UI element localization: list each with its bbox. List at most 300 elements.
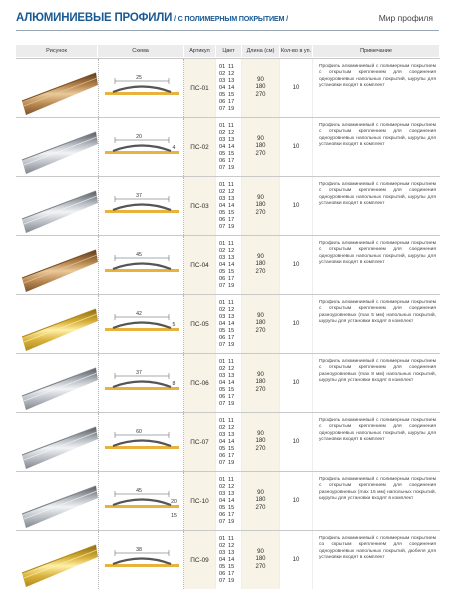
color-code-line [219, 373, 241, 380]
color-cell [216, 354, 242, 412]
color-code: 13 [228, 195, 235, 202]
profile-photo-image [16, 118, 98, 176]
color-code: 12 [228, 365, 235, 372]
profile-strip [22, 368, 98, 410]
color-code-line [219, 536, 241, 543]
article-cell: ПС-04 [184, 236, 216, 294]
length-value: 90 [257, 371, 264, 378]
profile-section [113, 323, 171, 329]
color-code-line [219, 505, 241, 512]
color-code: 05 [219, 91, 226, 98]
table-row [16, 530, 440, 589]
table-row [16, 176, 440, 235]
color-code: 07 [219, 105, 226, 112]
profiles-table [16, 45, 440, 589]
color-code-line [219, 224, 241, 231]
color-code: 15 [228, 150, 235, 157]
profile-scheme [98, 295, 184, 353]
color-code: 19 [228, 518, 235, 525]
col-qty: Кол-во в уп. [280, 45, 313, 57]
color-code: 12 [228, 424, 235, 431]
color-code-line [219, 380, 241, 387]
note-cell: Профиль алюминиевый с полимерным покрытием с открытым креплением для соединения одноуровневых напольных покрытий, шурупы для установки входят в комплект [319, 64, 436, 89]
color-code: 01 [219, 299, 226, 306]
qty-cell: 10 [280, 177, 313, 235]
floor-strip [105, 151, 179, 154]
profile-photo [16, 177, 98, 235]
col-picture: Рисунок [16, 45, 98, 57]
color-code: 17 [228, 98, 235, 105]
article-cell: ПС-05 [184, 295, 216, 353]
color-code: 05 [219, 209, 226, 216]
profile-scheme [98, 236, 184, 294]
color-code-line [219, 564, 241, 571]
length-cell [242, 236, 280, 294]
color-code-line [219, 196, 241, 203]
length-cell [242, 59, 280, 117]
length-value: 90 [257, 312, 264, 319]
color-code-line [219, 203, 241, 210]
color-code-line [219, 262, 241, 269]
article-cell: ПС-03 [184, 177, 216, 235]
profile-strip [22, 427, 98, 469]
color-code: 05 [219, 327, 226, 334]
length-cell [242, 354, 280, 412]
color-code-line [219, 571, 241, 578]
qty-cell: 10 [280, 295, 313, 353]
dimension-label: 4 [172, 145, 176, 151]
scheme-drawing [99, 295, 185, 354]
color-code: 14 [228, 320, 235, 327]
profile-section [113, 382, 171, 388]
color-code: 17 [228, 275, 235, 282]
color-code-line [219, 137, 241, 144]
length-value: 180 [255, 556, 266, 563]
color-code-line [219, 477, 241, 484]
profile-photo [16, 236, 98, 294]
color-code: 02 [219, 542, 226, 549]
color-code: 01 [219, 63, 226, 70]
dimension-label: 8 [172, 381, 176, 387]
profile-photo-image [16, 354, 98, 412]
qty-cell: 10 [280, 236, 313, 294]
color-code-line [219, 439, 241, 446]
page-header [16, 12, 439, 32]
dimension-label: 20 [136, 134, 142, 140]
color-code-line [219, 210, 241, 217]
scheme-drawing [99, 59, 185, 118]
profile-scheme [98, 177, 184, 235]
color-code-line [219, 328, 241, 335]
color-code: 14 [228, 497, 235, 504]
length-value: 270 [255, 209, 266, 216]
table-row [16, 294, 440, 353]
color-code: 06 [219, 452, 226, 459]
color-code: 11 [228, 535, 234, 542]
note-cell: Профиль алюминиевый с полимерным покрытием с открытым креплением для соединения одноуровневых напольных покрытий, шурупы для установки входят в комплект [319, 123, 436, 148]
profile-highlight [24, 255, 97, 283]
color-code: 06 [219, 334, 226, 341]
color-code-line [219, 366, 241, 373]
color-code: 13 [228, 549, 235, 556]
color-code: 03 [219, 254, 226, 261]
color-code-line [219, 64, 241, 71]
dimension-label: 37 [136, 370, 142, 376]
scheme-drawing [99, 472, 185, 531]
length-value: 270 [255, 386, 266, 393]
note-cell: Профиль алюминиевый с полимерным покрытием с открытым креплением для соединения одноуровневых напольных покрытий, шурупы для установки входят в комплект [319, 418, 436, 443]
color-code-line [219, 550, 241, 557]
article-cell: ПС-10 [184, 472, 216, 530]
color-code: 13 [228, 372, 235, 379]
dimension-label: 38 [136, 547, 142, 553]
table-row [16, 353, 440, 412]
length-cell [242, 295, 280, 353]
color-code: 03 [219, 313, 226, 320]
color-code: 02 [219, 424, 226, 431]
floor-strip [105, 92, 179, 95]
color-code: 17 [228, 157, 235, 164]
profile-scheme [98, 354, 184, 412]
profile-highlight [24, 78, 97, 106]
dimension-label: 20 [171, 499, 177, 505]
floor-strip [105, 564, 179, 567]
length-value: 180 [255, 143, 266, 150]
dimension-label: 60 [136, 429, 142, 435]
profile-photo [16, 472, 98, 530]
floor-strip [105, 210, 179, 213]
profile-highlight [24, 432, 97, 460]
color-code: 01 [219, 181, 226, 188]
color-code: 12 [228, 542, 235, 549]
color-code: 17 [228, 216, 235, 223]
color-code-line [219, 182, 241, 189]
note-cell: Профиль алюминиевый с полимерным покрытием с открытым креплением для соединения разноуровневых (max 8 мм) напольных покрытий, шурупы для установки входят в комплект [319, 359, 436, 384]
color-code-line [219, 557, 241, 564]
color-code: 17 [228, 452, 235, 459]
profile-photo [16, 59, 98, 117]
color-code-line [219, 248, 241, 255]
color-code-line [219, 519, 241, 526]
color-code: 19 [228, 223, 235, 230]
color-code-line [219, 151, 241, 158]
scheme-drawing [99, 413, 185, 472]
col-length: Длина (см) [242, 45, 280, 57]
color-code-line [219, 241, 241, 248]
color-code-line [219, 359, 241, 366]
color-code: 06 [219, 511, 226, 518]
color-code: 03 [219, 431, 226, 438]
color-code-line [219, 276, 241, 283]
table-row [16, 117, 440, 176]
profile-photo [16, 118, 98, 176]
color-code: 15 [228, 327, 235, 334]
color-code-line [219, 217, 241, 224]
color-code: 12 [228, 188, 235, 195]
color-code: 12 [228, 306, 235, 313]
color-code-line [219, 387, 241, 394]
profile-photo-image [16, 295, 98, 353]
profile-photo [16, 413, 98, 471]
color-code: 14 [228, 438, 235, 445]
color-code: 19 [228, 341, 235, 348]
qty-cell: 10 [280, 118, 313, 176]
length-value: 270 [255, 327, 266, 334]
profile-scheme [98, 59, 184, 117]
color-code-line [219, 335, 241, 342]
color-code: 01 [219, 417, 226, 424]
color-code-line [219, 307, 241, 314]
length-value: 180 [255, 379, 266, 386]
length-cell [242, 472, 280, 530]
floor-strip [105, 505, 179, 508]
length-value: 90 [257, 76, 264, 83]
length-value: 270 [255, 445, 266, 452]
color-code: 07 [219, 282, 226, 289]
color-code: 02 [219, 247, 226, 254]
color-code: 04 [219, 261, 226, 268]
color-code-line [219, 255, 241, 262]
table-row [16, 58, 440, 117]
table-body [16, 58, 440, 589]
col-article: Артикул [184, 45, 216, 57]
note-cell: Профиль алюминиевый с полимерным покрытием с открытым креплением для соединения разноуровневых (max 5 мм) напольных покрытий, шурупы для установки входят в комплект [319, 300, 436, 325]
color-code: 17 [228, 393, 235, 400]
length-value: 270 [255, 504, 266, 511]
color-code: 14 [228, 261, 235, 268]
color-code-line [219, 71, 241, 78]
color-code-line [219, 92, 241, 99]
color-code: 17 [228, 511, 235, 518]
color-code: 03 [219, 136, 226, 143]
color-code: 02 [219, 306, 226, 313]
profile-photo-image [16, 531, 98, 589]
col-note: Примечание [313, 45, 440, 57]
color-code: 12 [228, 70, 235, 77]
color-code-line [219, 394, 241, 401]
color-code: 05 [219, 563, 226, 570]
profile-photo [16, 295, 98, 353]
color-code-line [219, 491, 241, 498]
article-cell: ПС-02 [184, 118, 216, 176]
note-cell: Профиль алюминиевый с полимерным покрытием с открытым креплением для соединения одноуровневых напольных покрытий, шурупы для установки входят в комплект [319, 182, 436, 207]
color-code-line [219, 78, 241, 85]
page-title: АЛЮМИНИЕВЫЕ ПРОФИЛИ / С ПОЛИМЕРНЫМ ПОКРЫТИЕМ / [16, 12, 288, 24]
table-header [16, 45, 440, 57]
color-code: 19 [228, 577, 235, 584]
floor-strip [105, 328, 179, 331]
color-code: 07 [219, 459, 226, 466]
color-code: 11 [228, 181, 234, 188]
color-code: 11 [228, 476, 234, 483]
floor-strip [105, 269, 179, 272]
profile-photo [16, 531, 98, 589]
color-code: 13 [228, 254, 235, 261]
color-code: 06 [219, 275, 226, 282]
length-value: 270 [255, 91, 266, 98]
length-value: 270 [255, 563, 266, 570]
qty-cell: 10 [280, 354, 313, 412]
article-cell: ПС-09 [184, 531, 216, 589]
color-code: 15 [228, 445, 235, 452]
article-cell: ПС-07 [184, 413, 216, 471]
color-code: 01 [219, 476, 226, 483]
profile-scheme [98, 118, 184, 176]
color-code: 02 [219, 365, 226, 372]
color-code-line [219, 342, 241, 349]
profile-section [113, 264, 171, 270]
color-code: 07 [219, 223, 226, 230]
profile-scheme [98, 531, 184, 589]
color-code-line [219, 314, 241, 321]
dimension-label: 5 [172, 322, 176, 328]
color-code-line [219, 425, 241, 432]
qty-cell: 10 [280, 531, 313, 589]
length-value: 180 [255, 497, 266, 504]
color-code: 15 [228, 504, 235, 511]
color-code-line [219, 512, 241, 519]
color-code-line [219, 144, 241, 151]
color-cell [216, 118, 242, 176]
color-code-line [219, 85, 241, 92]
color-code: 13 [228, 77, 235, 84]
profile-photo-image [16, 177, 98, 235]
color-code: 15 [228, 386, 235, 393]
color-code: 03 [219, 77, 226, 84]
color-code: 11 [228, 63, 234, 70]
color-code: 03 [219, 549, 226, 556]
length-value: 90 [257, 548, 264, 555]
profile-section [113, 205, 171, 211]
color-code: 13 [228, 431, 235, 438]
scheme-drawing [99, 236, 185, 295]
floor-strip [105, 446, 179, 449]
color-code: 19 [228, 400, 235, 407]
profile-section [113, 500, 171, 506]
color-code-line [219, 165, 241, 172]
length-value: 90 [257, 253, 264, 260]
color-code: 07 [219, 518, 226, 525]
length-cell [242, 413, 280, 471]
profile-highlight [24, 550, 97, 578]
profile-strip [22, 250, 98, 292]
color-code: 02 [219, 188, 226, 195]
profile-strip [22, 486, 98, 528]
color-code: 06 [219, 393, 226, 400]
color-code: 07 [219, 341, 226, 348]
profile-photo-image [16, 413, 98, 471]
color-code: 02 [219, 129, 226, 136]
color-code: 11 [228, 299, 234, 306]
length-value: 270 [255, 150, 266, 157]
color-code-line [219, 418, 241, 425]
note-cell: Профиль алюминиевый с полимерным покрытием с открытым креплением для соединения разноуровневых (max 15 мм) напольных покрытий, шурупы для установки входят в комплект [319, 477, 436, 502]
color-code-line [219, 446, 241, 453]
note-cell: Профиль алюминиевый с полимерным покрытием с открытым креплением для соединения одноуровневых напольных покрытий, шурупы для установки входят в комплект [319, 241, 436, 266]
color-code: 13 [228, 313, 235, 320]
profile-strip [22, 309, 98, 351]
color-code-line [219, 578, 241, 585]
color-cell [216, 59, 242, 117]
color-code-line [219, 300, 241, 307]
color-code: 19 [228, 282, 235, 289]
qty-cell: 10 [280, 413, 313, 471]
color-code: 04 [219, 556, 226, 563]
length-cell [242, 177, 280, 235]
dimension-label: 45 [136, 488, 142, 494]
color-code: 11 [228, 122, 234, 129]
color-code: 17 [228, 334, 235, 341]
table-row [16, 235, 440, 294]
color-code: 15 [228, 268, 235, 275]
color-code-line [219, 269, 241, 276]
header-divider [16, 30, 439, 31]
color-code: 05 [219, 386, 226, 393]
color-code: 02 [219, 70, 226, 77]
dimension-label: 42 [136, 311, 142, 317]
color-code: 15 [228, 563, 235, 570]
color-code: 01 [219, 240, 226, 247]
profile-photo-image [16, 472, 98, 530]
color-code: 04 [219, 320, 226, 327]
profile-strip [22, 132, 98, 174]
article-cell: ПС-06 [184, 354, 216, 412]
color-code-line [219, 432, 241, 439]
color-code: 03 [219, 195, 226, 202]
length-value: 180 [255, 438, 266, 445]
color-code: 02 [219, 483, 226, 490]
page-subtitle: / С ПОЛИМЕРНЫМ ПОКРЫТИЕМ / [172, 14, 288, 23]
scheme-drawing [99, 531, 185, 590]
length-value: 180 [255, 261, 266, 268]
scheme-drawing [99, 118, 185, 177]
color-code-line [219, 283, 241, 290]
color-cell [216, 295, 242, 353]
qty-cell: 10 [280, 472, 313, 530]
profile-highlight [24, 373, 97, 401]
scheme-drawing [99, 354, 185, 413]
color-code: 17 [228, 570, 235, 577]
color-code: 14 [228, 379, 235, 386]
color-code: 04 [219, 438, 226, 445]
profile-section [113, 559, 171, 565]
color-code: 11 [228, 358, 234, 365]
profile-highlight [24, 137, 97, 165]
color-code-line [219, 158, 241, 165]
color-code-line [219, 99, 241, 106]
length-value: 180 [255, 320, 266, 327]
color-cell [216, 413, 242, 471]
color-code: 12 [228, 483, 235, 490]
dimension-label: 15 [171, 513, 177, 519]
color-code: 04 [219, 84, 226, 91]
color-code: 19 [228, 164, 235, 171]
length-cell [242, 531, 280, 589]
profile-section [113, 441, 171, 447]
length-value: 180 [255, 84, 266, 91]
profile-highlight [24, 491, 97, 519]
color-code: 05 [219, 504, 226, 511]
length-value: 90 [257, 194, 264, 201]
color-code: 01 [219, 535, 226, 542]
dimension-label: 37 [136, 193, 142, 199]
color-code: 13 [228, 136, 235, 143]
color-code-line [219, 321, 241, 328]
color-code-line [219, 498, 241, 505]
table-row [16, 471, 440, 530]
color-code: 05 [219, 268, 226, 275]
color-cell [216, 236, 242, 294]
